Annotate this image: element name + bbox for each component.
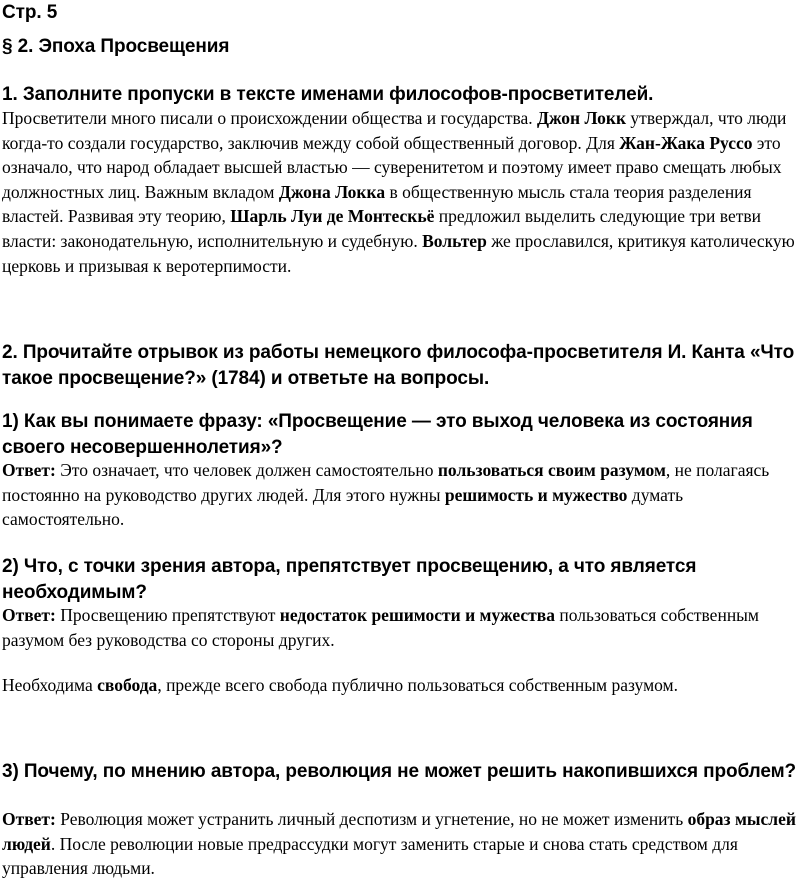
question2-note xyxy=(2,673,798,698)
bold-text-run: Ответ: xyxy=(2,605,56,625)
text-run: Просветители много писали о происхождении общества и государства. xyxy=(2,108,538,128)
text-run: утверждал, что люди когда-то создали государство, заключив между собой общественный договор. Для xyxy=(2,108,787,153)
page-number: Стр. 5 xyxy=(2,2,58,23)
question1-heading: 1) Как вы понимаете фразу: «Просвещение — это выход человека из состояния своего несовершеннолетия»? xyxy=(2,411,753,458)
bold-text-run: Ответ: xyxy=(2,809,56,829)
bold-text-run: Шарль Луи де Монтескьё xyxy=(230,206,435,227)
task1-heading: 1. Заполните пропуски в тексте именами философов-просветителей. xyxy=(2,84,654,105)
bold-text-run: пользоваться своим разумом xyxy=(437,460,666,480)
bold-text-run: Джон Локк xyxy=(537,108,627,128)
question2-heading: 2) Что, с точки зрения автора, препятствует просвещению, а что является необходимым? xyxy=(2,556,697,603)
text-run: , прежде всего свобода публично пользоваться собственным разумом. xyxy=(157,675,679,695)
question3-heading: 3) Почему, по мнению автора, революция не может решить накопившихся проблем? xyxy=(2,761,797,782)
bold-text-run: Ответ: xyxy=(2,460,56,480)
task1-paragraph xyxy=(2,106,798,278)
text-run: думать самостоятельно. xyxy=(2,484,684,530)
task2-heading: 2. Прочитайте отрывок из работы немецкого философа-просветителя И. Канта «Что такое просвещение?» (1784) и ответьте на вопросы. xyxy=(2,342,795,389)
bold-text-run: недостаток решимости и мужества xyxy=(279,605,555,625)
text-run: . После революции новые предрассудки могут заменить старые и снова стать средством для управления людьми. xyxy=(2,833,738,879)
text-run: Это означает, что человек должен самостоятельно xyxy=(55,460,438,480)
text-run: это означало, что народ обладает высшей властью — суверенитетом и поэтому имеет право смещать любых должностных лиц. Важным вкладом xyxy=(2,132,782,202)
bold-text-run: решимость и мужество xyxy=(444,484,628,505)
text-run: предложил выделить следующие три ветви власти: законодательную, исполнительную и судебную. xyxy=(2,206,761,251)
question2-answer xyxy=(2,603,798,652)
text-run: Революция может устранить личный деспотизм и угнетение, но не может изменить xyxy=(55,809,688,829)
bold-text-run: свобода xyxy=(97,675,158,695)
text-run: же прославился, критикуя католическую церковь и призывая к веротерпимости. xyxy=(2,230,795,276)
bold-text-run: Жан-Жака Руссо xyxy=(619,132,753,153)
bold-text-run: образ мыслей людей xyxy=(2,809,796,854)
bold-text-run: Вольтер xyxy=(422,230,487,251)
question3-answer xyxy=(2,807,798,881)
question1-answer xyxy=(2,458,798,532)
section-title: § 2. Эпоха Просвещения xyxy=(2,36,230,57)
text-run: Необходима xyxy=(2,675,98,695)
bold-text-run: Джона Локка xyxy=(278,181,386,202)
text-run: в общественную мысль стала теория разделения властей. Развивая эту теорию, xyxy=(2,181,752,227)
text-run: , не полагаясь постоянно на руководство других людей. Для этого нужны xyxy=(2,460,770,505)
text-run: пользоваться собственным разумом без руководства со стороны других. xyxy=(2,605,760,650)
text-run: Просвещению препятствуют xyxy=(55,605,280,625)
